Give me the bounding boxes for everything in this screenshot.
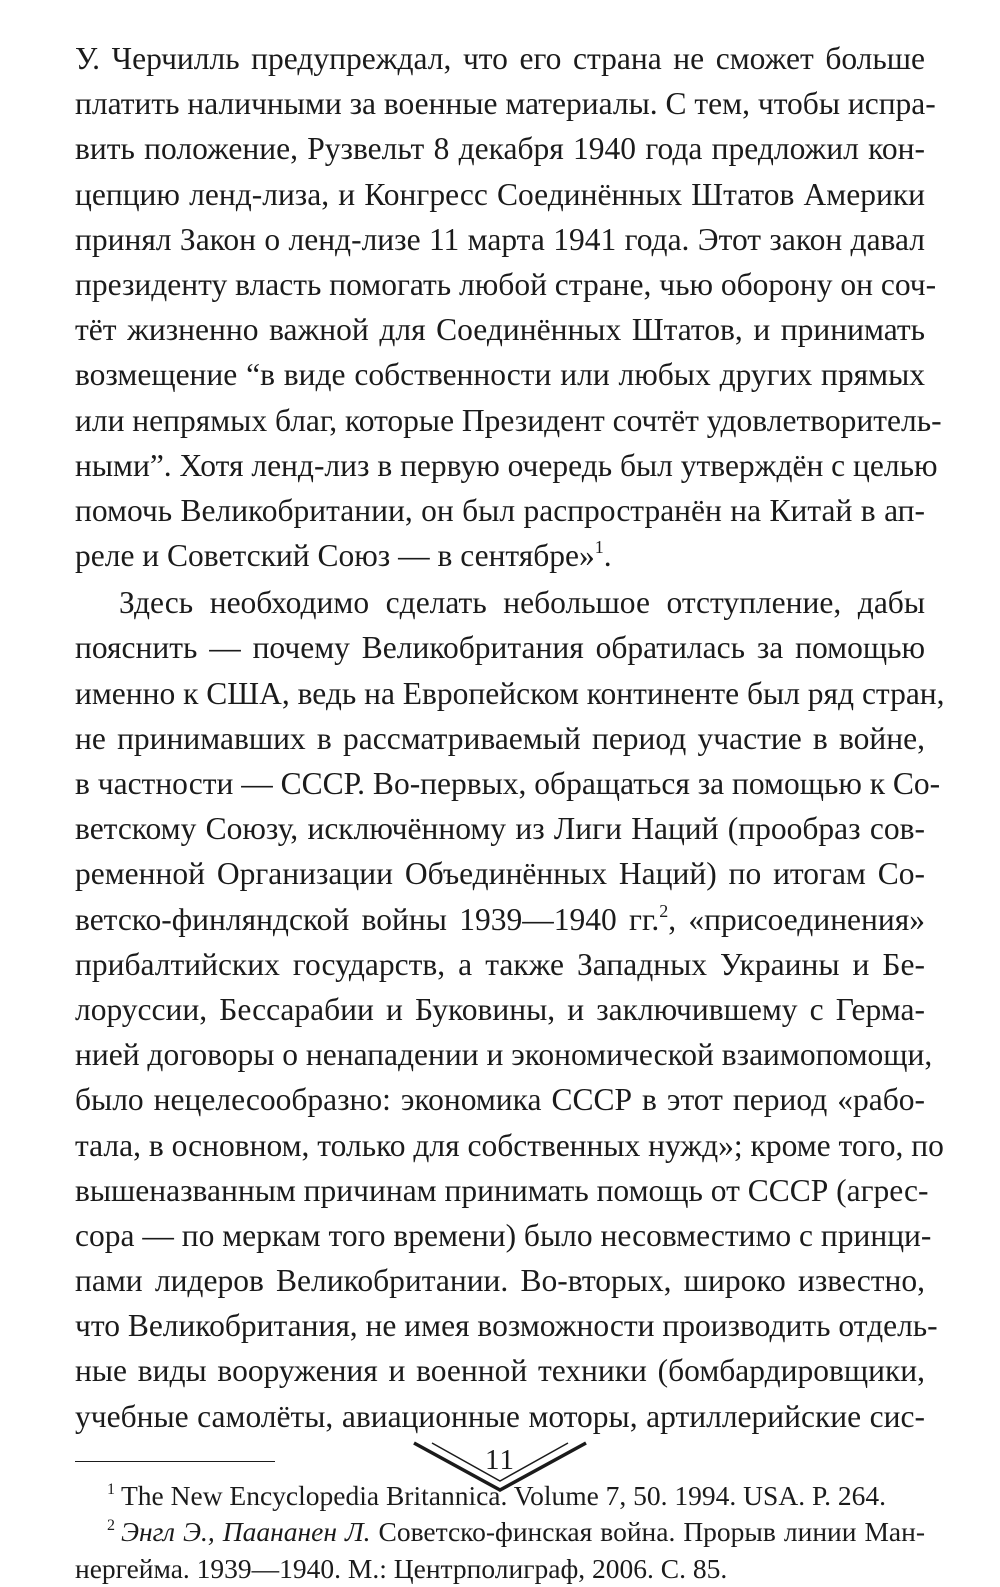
footnotes (75, 1478, 925, 1587)
text-line: платить наличными за военные материалы. С тем, чтобы испра- (75, 86, 936, 122)
text-line: вышеназванным причинам принимать помощь от СССР (агрес- (75, 1172, 929, 1208)
text-line: помочь Великобритании, он был распространён на Китай в ап- (75, 492, 925, 528)
text-line: цепцию ленд-лиза, и Конгресс Соединённых Штатов Америки (75, 176, 925, 212)
footnote-mark: 2 (107, 1517, 115, 1535)
footnote-text: Советско-финская война. Прорыв линии Ман- (370, 1516, 925, 1548)
text-line (75, 897, 925, 942)
text-line: ременной Организации Объединённых Наций) по итогам Со- (75, 856, 925, 892)
text-line-continuation: , «присоединения» (668, 901, 925, 937)
footnote-2 (75, 1514, 925, 1551)
text-line: было нецелесообразно: экономика СССР в этот период «рабо- (75, 1082, 925, 1118)
text-line: ные виды вооружения и военной техники (бомбардировщики, (75, 1353, 925, 1389)
text-line: пами лидеров Великобритании. Во-вторых, широко известно, (75, 1263, 925, 1299)
text-line: нией договоры о ненападении и экономической взаимопомощи, (75, 1037, 933, 1073)
text-line: лоруссии, Бессарабии и Буковины, и заключившему с Герма- (75, 991, 925, 1027)
text-line-content: реле и Советский Союз — в сентябре» (75, 538, 595, 574)
paragraph-2 (75, 580, 945, 1439)
body-text (75, 36, 945, 1439)
text-line: президенту власть помогать любой стране, чью оборону он соч- (75, 266, 937, 302)
text-line: в частности — СССР. Во-первых, обращаться за помощью к Со- (75, 766, 941, 801)
text-line: реле и Советский Союз — в сентябре»$^1$. (75, 537, 612, 574)
paragraph-1 (75, 36, 942, 578)
text-line: или непрямых благ, которые Президент сочтёт удовлетворитель- (75, 402, 942, 438)
footnote-text: The New Encyclopedia Britannica. Volume 7, 50. 1994. USA. P. 264. (121, 1479, 887, 1511)
page-number: 11 (485, 1444, 515, 1476)
text-line: принял Закон о ленд-лизе 11 марта 1941 года. Этот закон давал (75, 221, 925, 257)
footnote-mark: 1 (107, 1480, 115, 1498)
text-line: ветскому Союзу, исключённому из Лиги Наций (прообраз сов- (75, 811, 925, 847)
text-line: Здесь необходимо сделать небольшое отступление, дабы (119, 585, 925, 621)
text-line: прибалтийских государств, а также Западных Украины и Бе- (75, 946, 925, 982)
text-line: вить положение, Рузвельт 8 декабря 1940 года предложил кон- (75, 131, 925, 167)
footnote-separator (75, 1461, 275, 1462)
footnote-reference-1[interactable]: 1 (594, 537, 604, 558)
page-number-marker (412, 1441, 588, 1493)
text-line: учебные самолёты, авиационные моторы, артиллерийские сис- (75, 1398, 925, 1434)
text-line: не принимавших в рассматриваемый период участие в войне, (75, 720, 925, 756)
book-page (75, 36, 945, 1587)
text-line: тала, в основном, только для собственных нужд»; кроме того, по (75, 1127, 944, 1163)
text-line: что Великобритания, не имея возможности производить отдель- (75, 1308, 938, 1344)
footnote-2-continuation: нергейма. 1939—1940. М.: Центрполиграф, 2006. С. 85. (75, 1552, 728, 1584)
text-line: именно к США, ведь на Европейском континенте был ряд стран, (75, 675, 945, 711)
text-line: возмещение “в виде собственности или любых других прямых (75, 357, 925, 393)
footnote-authors: Энгл Э., Паананен Л. (121, 1516, 371, 1548)
text-line: пояснить — почему Великобритания обратилась за помощью (75, 630, 925, 666)
text-line-content: ветско-финляндской войны 1939—1940 гг. (75, 901, 660, 937)
text-line: тёт жизненно важной для Соединённых Штатов, и принимать (75, 312, 925, 348)
footnote-reference-2[interactable]: 2 (659, 900, 669, 921)
text-line: ными”. Хотя ленд-лиз в первую очередь был утверждён с целью (75, 447, 938, 483)
text-line: У. Черчилль предупреждал, что его страна не сможет больше (75, 41, 925, 76)
text-line: сора — по меркам того времени) было несовместимо с принци- (75, 1217, 932, 1253)
